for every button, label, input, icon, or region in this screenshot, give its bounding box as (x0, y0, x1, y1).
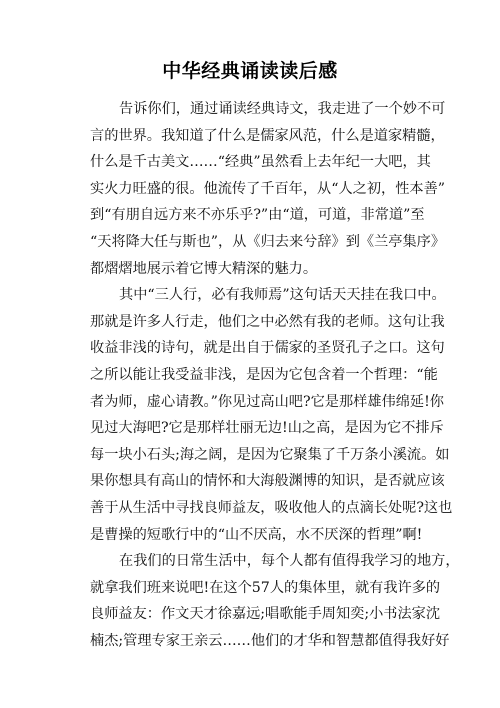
paragraph-line: “天将降大任与斯也”，从《归去来兮辞》到《兰亭集序》 (90, 233, 446, 250)
paragraph-line: 见过大海吧?它是那样壮丽无边!山之高，是因为它不排斥 (90, 420, 444, 437)
paragraph-line: 善于从生活中寻找良师益友，吸收他人的点滴长处呢?这也 (90, 499, 453, 516)
paragraph-line: 收益非浅的诗句，就是出自于儒家的圣贤孔子之口。这句 (90, 340, 445, 357)
paragraph-line: 在我们的日常生活中，每个人都有值得我学习的地方， (119, 553, 460, 570)
paragraph-line: 果你想具有高山的情怀和大海般渊博的知识，是否就应该 (90, 473, 445, 490)
paragraph-line: 什么是千古美文……“经典”虽然看上去年纪一大吧，其 (90, 154, 431, 171)
document-body (90, 96, 460, 654)
paragraph-line: 实火力旺盛的很。他流传了千百年，从“人之初，性本善” (90, 180, 446, 197)
paragraph-line: 良师益友：作文天才徐嘉远;唱歌能手周知奕;小书法家沈 (90, 606, 441, 623)
paragraph-line: 告诉你们，通过诵读经典诗文，我走进了一个妙不可 (119, 101, 446, 117)
paragraph-line: 楠杰;管理专家王亲云……他们的才华和智慧都值得我好好 (90, 632, 450, 649)
paragraph-line: 都熠熠地展示着它博大精深的魅力。 (90, 260, 318, 277)
paragraph-line: 者为师，虚心请教。”你见过高山吧?它是那样雄伟绵延!你 (90, 393, 444, 410)
paragraph-line: 到“有朋自远方来不亦乐乎?”由“道，可道，非常道”至 (90, 207, 425, 224)
paragraph-line: 是曹操的短歌行中的“山不厌高，水不厌深的哲理”啊! (90, 526, 423, 543)
paragraph-line: 每一块小石头;海之阔，是因为它聚集了千万条小溪流。如 (90, 446, 450, 463)
paragraph-line: 言的世界。我知道了什么是儒家风范，什么是道家精髓， (90, 127, 445, 144)
paragraph-line: 那就是许多人行走，他们之中必然有我的老师。这句让我 (90, 313, 445, 330)
paragraph-line: 之所以能让我受益非浅，是因为它包含着一个哲理：“能 (90, 366, 438, 383)
paragraph-line: 其中“三人行，必有我师焉”这句话天天挂在我口中。 (119, 287, 446, 304)
document-title: 中华经典诵读读后感 (162, 60, 338, 82)
paragraph-line: 就拿我们班来说吧!在这个57人的集体里，就有我许多的 (90, 579, 441, 596)
